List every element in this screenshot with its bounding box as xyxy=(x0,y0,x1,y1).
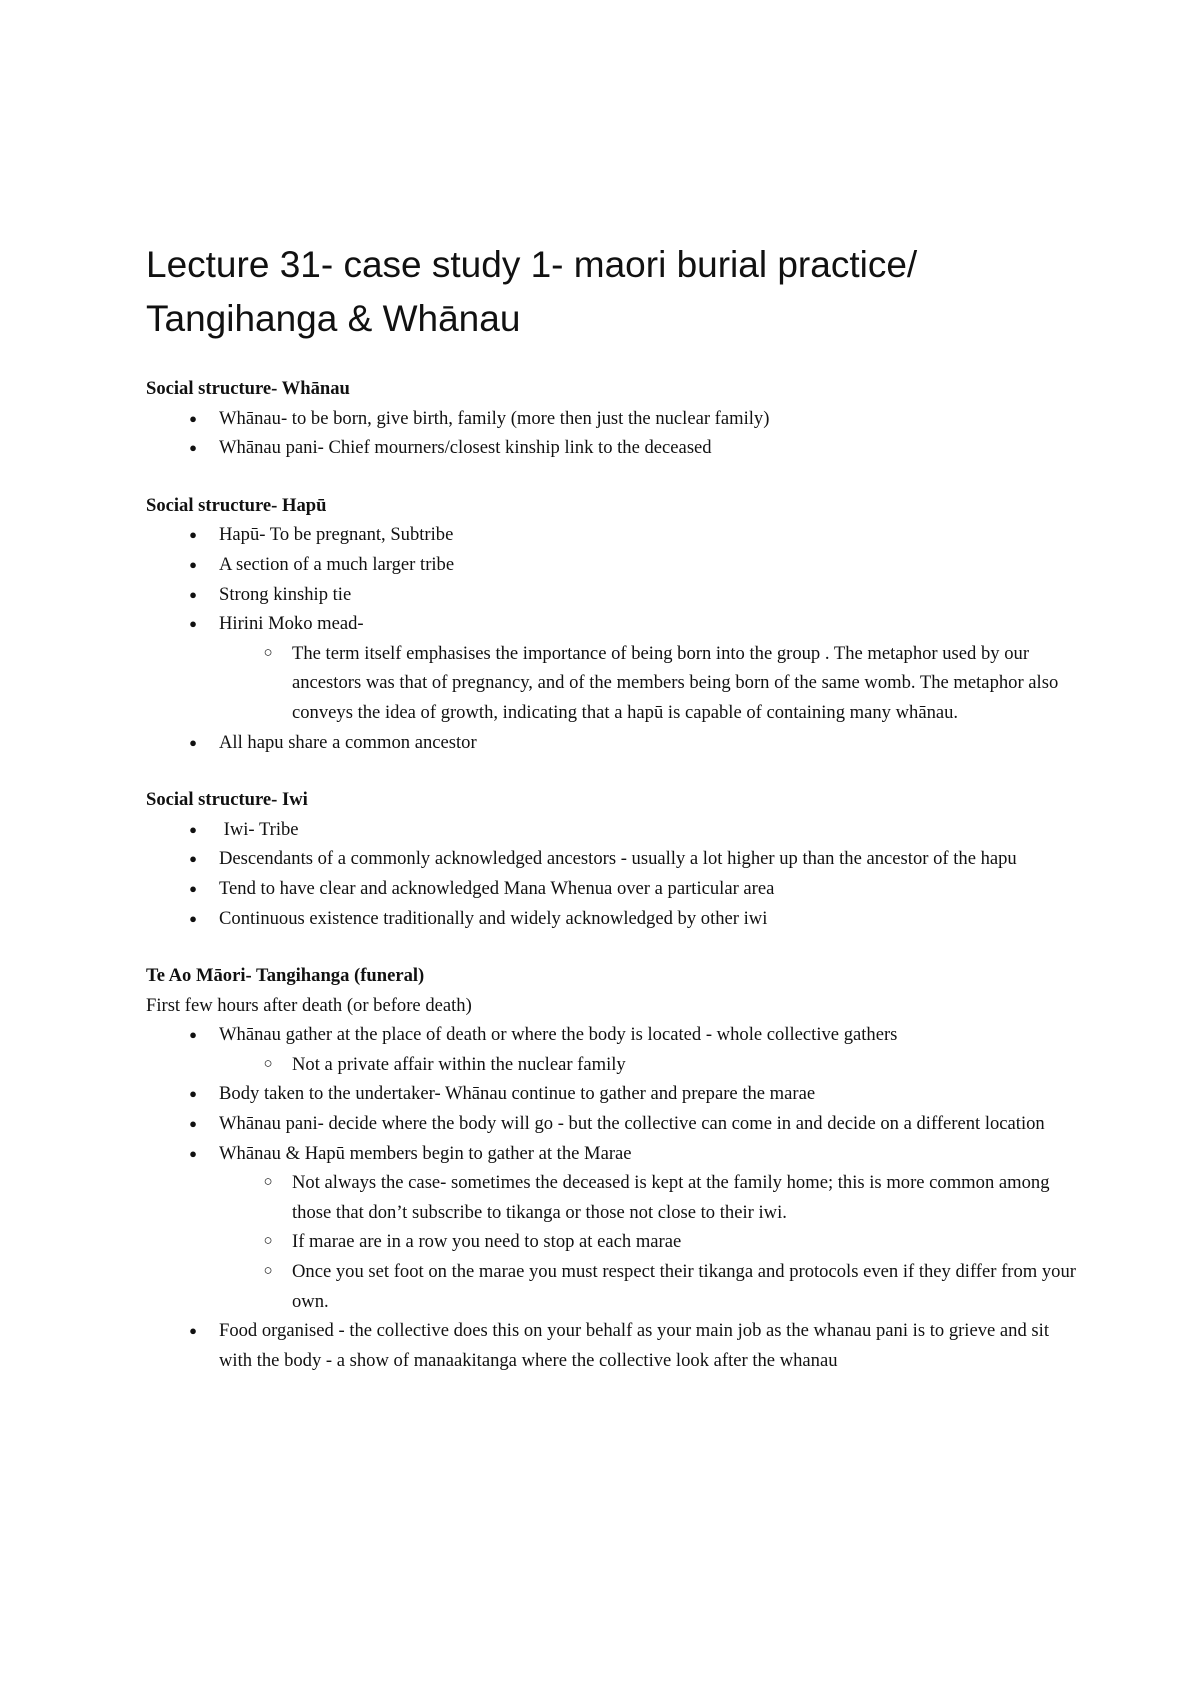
section-iwi xyxy=(146,785,1076,933)
bullet-icon: ● xyxy=(189,410,197,426)
list-item xyxy=(146,609,1076,727)
bullet-icon: ● xyxy=(189,734,197,750)
list-item-text: Descendants of a commonly acknowledged ancestors - usually a lot higher up than the ancestor of the hapu xyxy=(219,848,1017,870)
section-hapu xyxy=(146,491,1076,757)
bullet-list xyxy=(146,1020,1076,1375)
bullet-icon: ● xyxy=(189,910,197,926)
list-item-text: Hapū- To be pregnant, Subtribe xyxy=(219,524,454,546)
list-item xyxy=(146,433,1076,463)
sub-list-item xyxy=(219,1050,1076,1080)
list-item xyxy=(146,1316,1076,1375)
list-item xyxy=(146,815,1076,845)
section-heading: Social structure- Iwi xyxy=(146,789,308,811)
hollow-bullet-icon: ○ xyxy=(263,644,273,661)
bullet-icon: ● xyxy=(189,1116,197,1132)
list-item-text: Body taken to the undertaker- Whānau continue to gather and prepare the marae xyxy=(219,1083,816,1105)
title-line-1: Lecture 31- case study 1- maori burial practice/ xyxy=(146,244,918,285)
list-item xyxy=(146,728,1076,758)
section-heading: Social structure- Hapū xyxy=(146,494,327,516)
list-item-text: Whānau pani- Chief mourners/closest kinship link to the deceased xyxy=(219,437,712,459)
list-item-text: Iwi- Tribe xyxy=(219,818,299,840)
list-item-text: Strong kinship tie xyxy=(219,583,352,605)
list-item xyxy=(146,1109,1076,1139)
list-item-text: Whānau pani- decide where the body will go - but the collective can come in and decide on a different location xyxy=(219,1113,1045,1135)
bullet-icon: ● xyxy=(189,880,197,896)
sub-bullet-list xyxy=(219,1168,1076,1316)
quote-text: The term itself emphasises the importance of being born into the group . The metaphor used by our ancestors was that of pregnancy, and of the members being born of the same womb. The metaphor also conveys the idea of growth, indicating that a hapū is capable of containing many whānau. xyxy=(292,642,1059,723)
section-whanau xyxy=(146,374,1076,463)
bullet-icon: ● xyxy=(189,556,197,572)
sub-bullet-list xyxy=(219,1050,1076,1080)
bullet-icon: ● xyxy=(189,1027,197,1043)
list-item xyxy=(146,844,1076,874)
list-item xyxy=(146,904,1076,934)
list-item xyxy=(146,874,1076,904)
list-item-text: All hapu share a common ancestor xyxy=(219,731,477,753)
list-item-text: Whānau & Hapū members begin to gather at the Marae xyxy=(219,1142,632,1164)
sub-list-item-text: Once you set foot on the marae you must respect their tikanga and protocols even if they differ from your own. xyxy=(292,1261,1076,1312)
document-page xyxy=(146,238,1076,1403)
list-item xyxy=(146,1020,1076,1079)
sub-list-item xyxy=(219,1257,1076,1316)
list-item xyxy=(146,1079,1076,1109)
list-item-text: Whānau- to be born, give birth, family (more then just the nuclear family) xyxy=(219,407,770,429)
sub-list-item xyxy=(219,639,1076,728)
list-item xyxy=(146,1139,1076,1317)
list-item-text: Whānau gather at the place of death or where the body is located - whole collective gathers xyxy=(219,1024,898,1046)
bullet-icon: ● xyxy=(189,440,197,456)
sub-list-item xyxy=(219,1227,1076,1257)
list-item xyxy=(146,550,1076,580)
bullet-icon: ● xyxy=(189,851,197,867)
hollow-bullet-icon: ○ xyxy=(263,1174,273,1191)
page-title xyxy=(146,238,1076,346)
section-heading: Social structure- Whānau xyxy=(146,378,350,399)
sub-list-item-text: If marae are in a row you need to stop at each marae xyxy=(292,1231,682,1253)
bullet-icon: ● xyxy=(189,1145,197,1161)
list-item xyxy=(146,404,1076,434)
hollow-bullet-icon: ○ xyxy=(263,1263,273,1280)
bullet-list xyxy=(146,404,1076,463)
bullet-icon: ● xyxy=(189,1323,197,1339)
list-item-text: Food organised - the collective does this on your behalf as your main job as the whanau pani is to grieve and sit with the body - a show of manaakitanga where the collective look after the whanau xyxy=(219,1320,1049,1371)
bullet-icon: ● xyxy=(189,821,197,837)
list-item-text: Continuous existence traditionally and widely acknowledged by other iwi xyxy=(219,907,768,929)
list-item-text: A section of a much larger tribe xyxy=(219,553,455,575)
bullet-icon: ● xyxy=(189,616,197,632)
bullet-icon: ● xyxy=(189,1086,197,1102)
sub-bullet-list xyxy=(219,639,1076,728)
list-item-text: Hirini Moko mead- xyxy=(219,613,364,635)
section-heading: Te Ao Māori- Tangihanga (funeral) xyxy=(146,965,425,987)
hollow-bullet-icon: ○ xyxy=(263,1233,273,1250)
sub-list-item-text: Not always the case- sometimes the deceased is kept at the family home; this is more common among those that don’t subscribe to tikanga or those not close to their iwi. xyxy=(292,1172,1050,1223)
bullet-list xyxy=(146,815,1076,933)
title-line-2: Tangihanga & Whānau xyxy=(146,298,521,339)
section-intro: First few hours after death (or before death) xyxy=(146,994,472,1016)
section-tangihanga xyxy=(146,961,1076,1375)
sub-list-item xyxy=(219,1168,1076,1227)
list-item xyxy=(146,520,1076,550)
sub-list-item-text: Not a private affair within the nuclear family xyxy=(292,1053,626,1075)
list-item-text: Tend to have clear and acknowledged Mana Whenua over a particular area xyxy=(219,877,775,899)
bullet-list xyxy=(146,520,1076,757)
bullet-icon: ● xyxy=(189,527,197,543)
bullet-icon: ● xyxy=(189,586,197,602)
list-item xyxy=(146,580,1076,610)
hollow-bullet-icon: ○ xyxy=(263,1055,273,1072)
